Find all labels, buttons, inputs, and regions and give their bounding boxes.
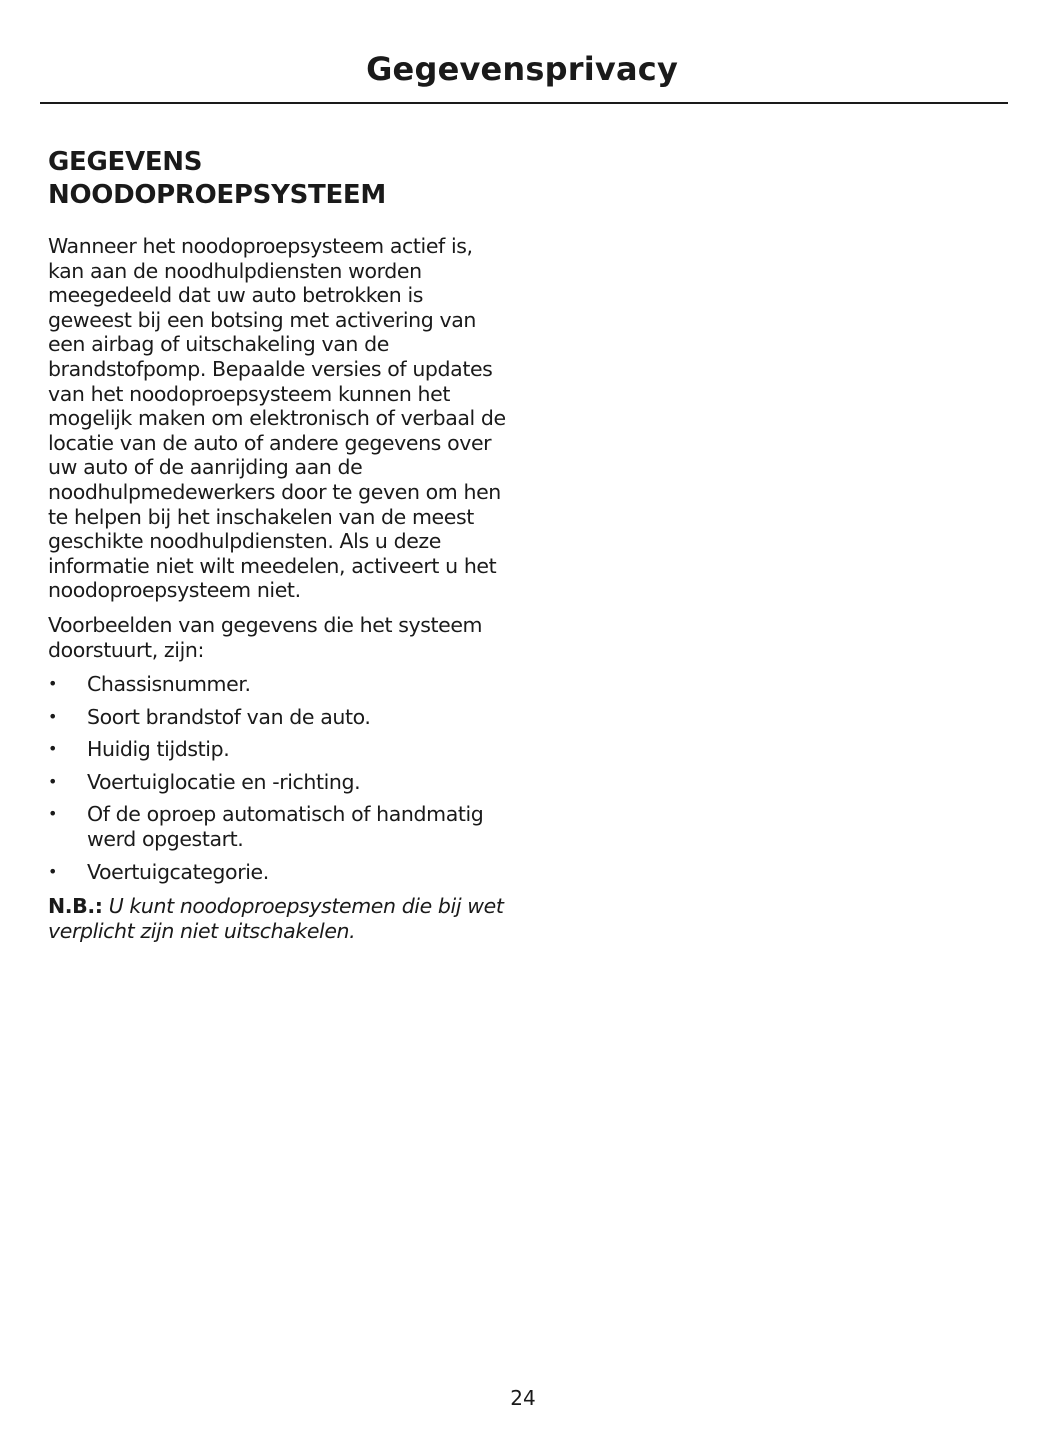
note-text: U kunt noodoproepsystemen die bij wet verplicht zijn niet uitschakelen. xyxy=(48,894,504,943)
list-item-text: Voertuiglocatie en -richting. xyxy=(87,769,361,794)
page-title: Gegevensprivacy xyxy=(366,50,678,88)
list-item xyxy=(48,770,508,795)
list-item xyxy=(48,672,508,697)
list-item-text: Chassisnummer. xyxy=(87,672,251,697)
section-heading-line2: NOODOPROEPSYSTEEM xyxy=(48,180,386,210)
list-item-text: Of de oproep automatisch of handmatig werd opgestart. xyxy=(87,802,484,852)
bullet-icon: • xyxy=(48,674,58,694)
section-heading-line1: GEGEVENS xyxy=(48,147,203,177)
note-label: N.B.: xyxy=(48,894,103,919)
bullet-icon: • xyxy=(48,861,58,881)
list-item xyxy=(48,705,508,730)
bullet-icon: • xyxy=(48,706,58,726)
page-number: 24 xyxy=(510,1386,536,1410)
note xyxy=(48,894,508,943)
section-heading xyxy=(48,146,508,212)
list-item xyxy=(48,737,508,762)
list-item-text: Huidig tijdstip. xyxy=(87,737,230,762)
examples-paragraph: Voorbeelden van gegevens die het systeem doorstuurt, zijn: xyxy=(48,612,483,662)
data-examples-list xyxy=(48,672,508,884)
intro-paragraph: Wanneer het noodoproepsysteem actief is, kan aan de noodhulpdiensten worden meegedeeld dat uw auto betrokken is geweest bij een botsing met activering van een airbag of uitschakeling van de brandstofpomp. Bepaalde versies of updates van het noodoproepsysteem kunnen het mogelijk maken om elektronisch of verbaal de locatie van de auto of andere gegevens over uw auto of de aanrijding aan de noodhulpmedewerkers door te geven om hen te helpen bij het inschakelen van de meest geschikte noodhulpdiensten. Als u deze informatie niet wilt meedelen, activeert u het noodoproepsysteem niet. xyxy=(48,234,506,603)
list-item xyxy=(48,802,508,851)
bullet-icon: • xyxy=(48,771,58,791)
list-item-text: Soort brandstof van de auto. xyxy=(87,704,371,729)
bullet-icon: • xyxy=(48,804,58,824)
bullet-icon: • xyxy=(48,739,58,759)
list-item xyxy=(48,860,508,885)
page-header xyxy=(40,44,1008,104)
main-column xyxy=(48,146,508,943)
list-item-text: Voertuigcategorie. xyxy=(87,859,269,884)
